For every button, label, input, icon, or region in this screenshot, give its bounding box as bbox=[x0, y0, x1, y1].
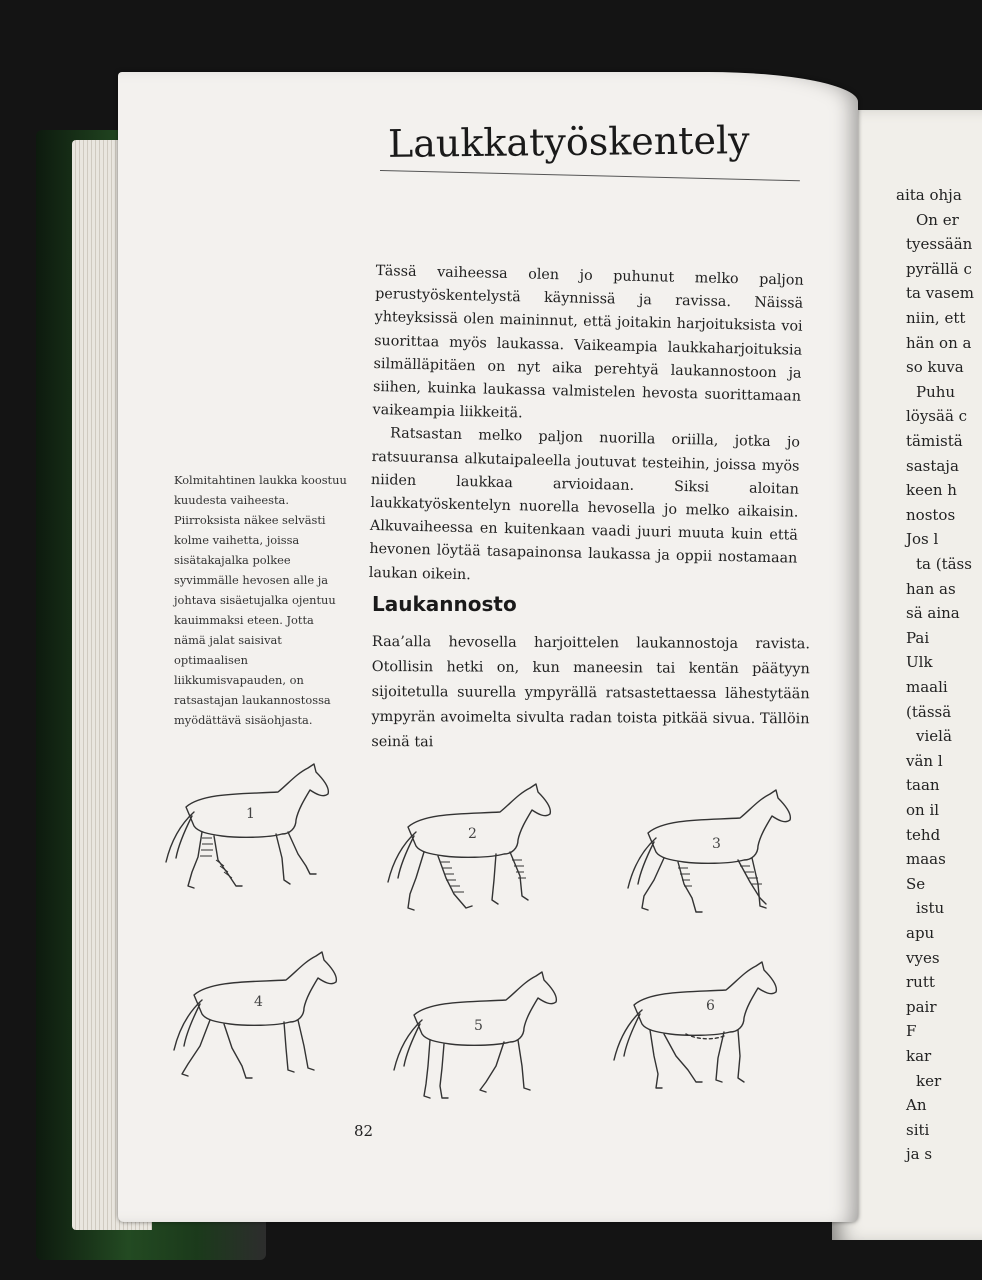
facing-page-line: rutt bbox=[906, 973, 935, 992]
title-rule bbox=[380, 170, 800, 181]
body-text bbox=[369, 260, 804, 594]
facing-page-line: F bbox=[906, 1022, 917, 1041]
facing-page-line: han as bbox=[906, 579, 956, 598]
figure-number: 4 bbox=[254, 994, 263, 1010]
facing-page-line: aita ohja bbox=[896, 186, 962, 204]
facing-page-line: Puhu bbox=[916, 382, 956, 401]
facing-page-line: ta (täss bbox=[916, 555, 972, 573]
facing-page-line: maas bbox=[906, 850, 946, 869]
canter-phase-figures bbox=[158, 762, 818, 1142]
horse-illustration bbox=[380, 782, 570, 942]
facing-page-line: löysää c bbox=[906, 407, 968, 426]
figure-number: 3 bbox=[712, 836, 721, 852]
facing-page-line: istu bbox=[916, 899, 945, 918]
horse-illustration bbox=[606, 960, 796, 1120]
facing-page-line: Pai bbox=[906, 628, 930, 647]
figure-number: 1 bbox=[246, 806, 255, 822]
facing-page-line: sä aina bbox=[906, 604, 960, 623]
left-page bbox=[118, 72, 858, 1222]
section-heading: Laukannosto bbox=[372, 592, 517, 616]
page-number: 82 bbox=[354, 1122, 374, 1140]
figure-number: 2 bbox=[468, 826, 477, 842]
figure-number: 5 bbox=[474, 1018, 483, 1034]
page-title: Laukkatyöskentely bbox=[387, 118, 750, 166]
facing-page-line: sastaja bbox=[906, 456, 959, 475]
facing-page-line: pair bbox=[906, 997, 937, 1016]
figure-caption: Kolmitahtinen laukka koostuu kuudesta vaiheesta. Piirroksista näkee selvästi kolme vaihetta, joissa sisätakajalka polkee syvimmälle hevosen alle ja johtava sisäetujalka ojentuu kauimmaksi eteen. Jotta nämä jalat saisivat optimaalisen liikkumisvapauden, on ratsastajan laukannostossa myödättävä sisäohjasta. bbox=[174, 473, 347, 727]
facing-page-line: keen h bbox=[906, 481, 957, 500]
facing-page-line: taan bbox=[906, 776, 940, 795]
facing-page-line: nostos bbox=[906, 505, 956, 524]
facing-page-line: vyes bbox=[906, 948, 940, 967]
facing-page-line: tämistä bbox=[906, 432, 963, 450]
section-text bbox=[371, 630, 810, 757]
facing-page-line: niin, ett bbox=[906, 309, 966, 327]
facing-page-line: vielä bbox=[916, 727, 952, 746]
facing-page-line: Se bbox=[906, 874, 926, 893]
facing-page-line: ta vasem bbox=[906, 284, 974, 303]
facing-page-line: hän on a bbox=[906, 333, 972, 352]
facing-page-line: siti bbox=[906, 1120, 930, 1139]
facing-page-line: vän l bbox=[906, 751, 943, 770]
body-paragraph: Tässä vaiheessa olen jo puhunut melko paljon perustyöskentelystä käynnissä ja ravissa. Näissä yhteyksissä olen maininnut, että joitakin harjoituksista voi suorittaa myös laukassa. Vaikeampia laukkaharjoituksia silmälläpitäen on nyt aika perehtyä laukannostoon ja siihen, kuinka laukassa valmistelen hevosta suorittamaan vaikeampia liikkeitä. bbox=[372, 262, 804, 422]
facing-page-line: maali bbox=[906, 678, 948, 696]
facing-page-line: Ulk bbox=[906, 653, 933, 672]
facing-page-line: (tässä bbox=[906, 702, 952, 721]
facing-page-line: pyrällä c bbox=[906, 259, 972, 278]
horse-illustration bbox=[620, 788, 810, 948]
figure-number: 6 bbox=[706, 998, 715, 1014]
facing-page-line: On er bbox=[916, 210, 959, 229]
facing-page-line: An bbox=[906, 1096, 927, 1115]
horse-illustration bbox=[158, 762, 348, 922]
facing-page-line: apu bbox=[906, 924, 935, 942]
facing-page-line: ja s bbox=[906, 1145, 933, 1164]
facing-page-line: Jos l bbox=[906, 530, 939, 549]
facing-page-line: on il bbox=[906, 801, 940, 819]
horse-illustration bbox=[166, 950, 356, 1110]
facing-page-line: kar bbox=[906, 1047, 932, 1065]
facing-page-line: tyessään bbox=[906, 235, 973, 254]
horse-illustration bbox=[386, 970, 576, 1130]
facing-page-line: ker bbox=[916, 1071, 942, 1090]
body-paragraph: Ratsastan melko paljon nuorilla oriilla, jotka jo ratsuuransa alkutaipaleella joutuvat testeihin, joissa myös niiden laukkaa arvioidaan. Siksi aloitan laukkatyöskentelyn nuorella hevosella jo melko aikaisin. Alkuvaiheessa en kuitenkaan vaadi juuri muuta kuin että hevonen löytää tasapainonsa laukassa ja oppii nostamaan laukan oikein. bbox=[368, 425, 801, 583]
facing-page-line: tehd bbox=[906, 825, 941, 844]
facing-page-line: so kuva bbox=[906, 358, 964, 377]
section-paragraph: Raa’alla hevosella harjoittelen laukannostoja ravista. Otollisin hetki on, kun maneesin tai kentän päätyyn sijoitetulla suurella ympyrällä ratsastettaessa lähestytään ympyrän avoimelta sivulta radan toista pitkää sivua. Tällöin seinä tai bbox=[371, 633, 810, 751]
